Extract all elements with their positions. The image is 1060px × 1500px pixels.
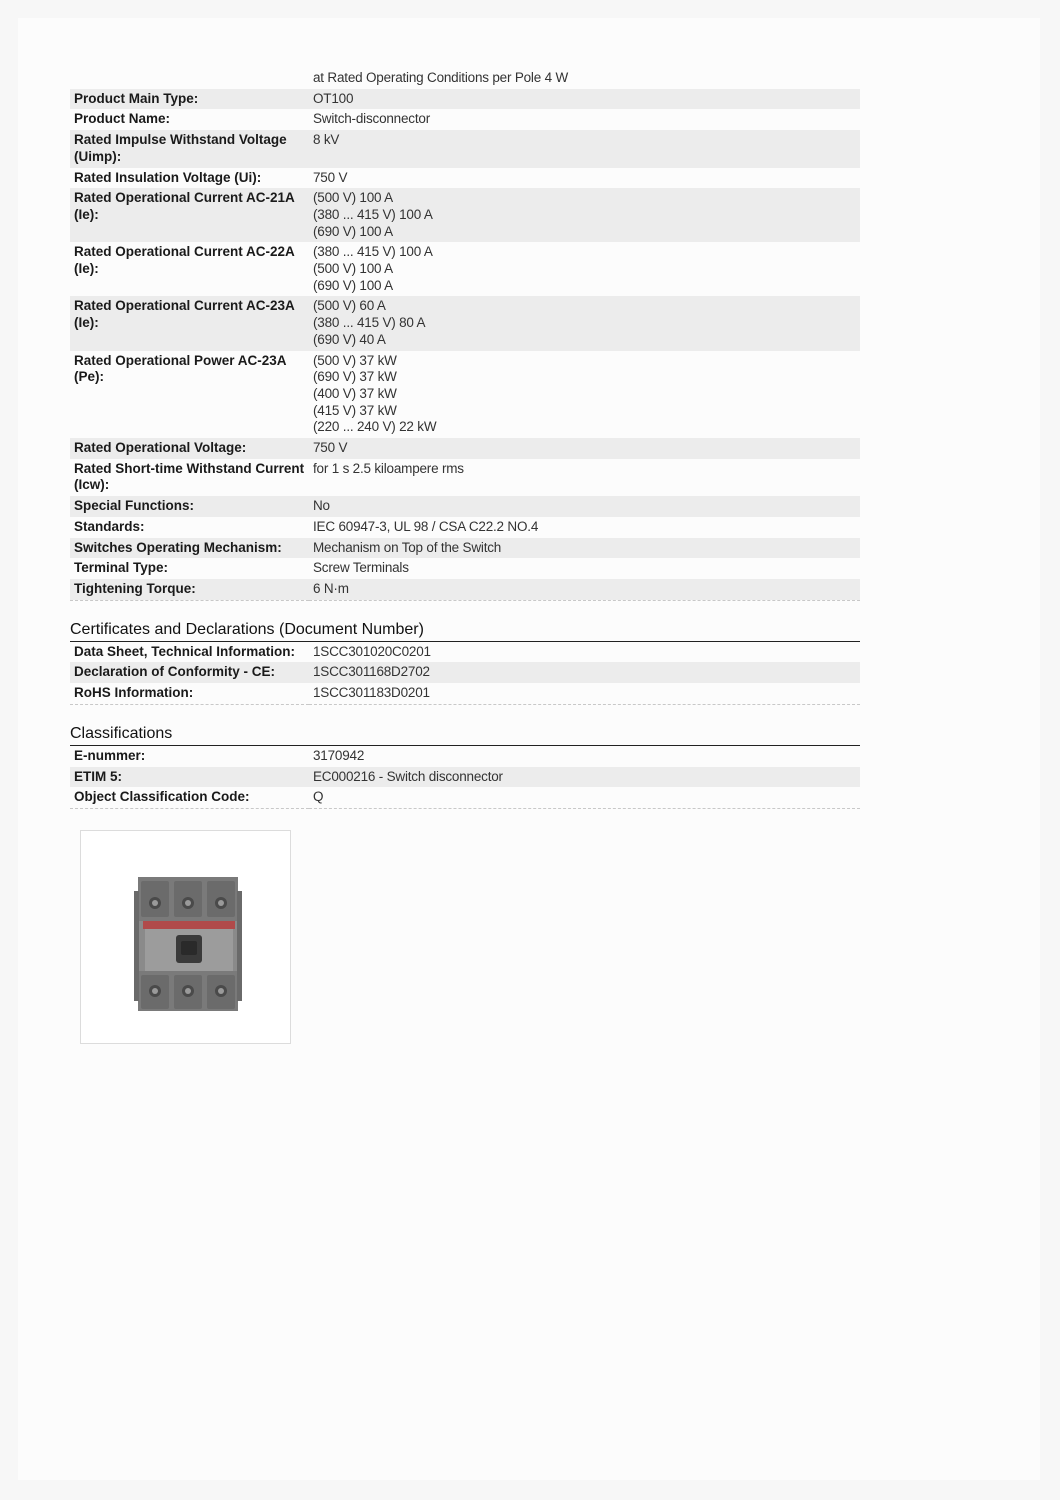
spec-label: Rated Impulse Withstand Voltage (Uimp): [70,130,309,167]
spec-value: (380 ... 415 V) 100 A [313,206,433,222]
spec-value-group [309,242,860,296]
spec-value: 8 kV [309,130,860,167]
certificate-label: Data Sheet, Technical Information: [74,643,296,659]
classification-label: ETIM 5: [70,767,309,788]
spec-row [70,459,860,496]
spec-table [70,68,860,601]
certificate-label: Declaration of Conformity - CE: [70,662,309,683]
spec-row [70,538,860,559]
spec-row [70,296,860,350]
spec-label: Standards: [74,518,145,534]
spec-row [70,188,860,242]
spec-value: (500 V) 100 A [313,261,393,277]
certificate-value: 1SCC301168D2702 [309,662,860,683]
spec-value: (500 V) 60 A [313,298,386,314]
spec-value: OT100 [309,89,860,110]
certificate-row [70,642,860,663]
certificate-label: RoHS Information: [70,683,309,704]
classification-row [70,767,860,788]
spec-value: for 1 s 2.5 kiloampere rms [313,460,464,476]
spec-value: (690 V) 37 kW [313,369,397,385]
certificate-value: 1SCC301020C0201 [313,643,431,659]
classifications-title: Classifications [70,725,860,746]
spec-label: Tightening Torque: [70,579,309,600]
spec-row [70,558,860,579]
spec-label: Rated Operational Voltage: [70,438,309,459]
spec-value-group [309,351,860,439]
spec-value: No [309,496,860,517]
spec-row [70,496,860,517]
spec-value: Screw Terminals [313,560,409,576]
spec-value: (500 V) 37 kW [313,352,397,368]
spec-label: Product Name: [74,111,171,127]
spec-value: 750 V [309,438,860,459]
spec-row [70,89,860,110]
spec-value: (400 V) 37 kW [313,385,397,401]
classifications-table [70,746,860,809]
classification-value: EC000216 - Switch disconnector [309,767,860,788]
spec-value-group [309,296,860,350]
document-page [18,18,1040,1480]
classification-value: Q [309,787,860,808]
spec-label: Rated Short-time Withstand Current (Icw): [74,460,305,493]
spec-label: Rated Operational Current AC-23A (Ie): [70,296,309,350]
spec-label: Switches Operating Mechanism: [70,538,309,559]
spec-value: (380 ... 415 V) 80 A [313,315,426,331]
spec-value: 6 N·m [309,579,860,600]
spec-label [70,68,309,89]
product-image-frame [80,830,291,1044]
spec-label: Rated Operational Power AC-23A (Pe): [74,352,287,385]
switch-disconnector-image [81,831,290,1043]
spec-row [70,68,860,89]
certificate-value: 1SCC301183D0201 [309,683,860,704]
spec-row [70,351,860,439]
spec-label: Rated Insulation Voltage (Ui): [74,169,262,185]
spec-value: (220 ... 240 V) 22 kW [313,419,437,435]
certificates-table [70,642,860,705]
classification-label: E-nummer: [74,747,146,763]
spec-label: Special Functions: [70,496,309,517]
spec-row [70,130,860,167]
spec-label: Terminal Type: [74,560,169,576]
spec-value: (690 V) 100 A [313,277,393,293]
spec-row [70,517,860,538]
spec-value: (690 V) 100 A [313,223,393,239]
classification-value: 3170942 [313,747,365,763]
classification-row [70,746,860,767]
spec-value: 750 V [313,169,348,185]
spec-value: (380 ... 415 V) 100 A [313,244,433,260]
spec-value: (690 V) 40 A [313,331,386,347]
spec-label: Rated Operational Current AC-22A (Ie): [74,244,295,277]
spec-row [70,168,860,189]
spec-value: IEC 60947-3, UL 98 / CSA C22.2 NO.4 [313,518,539,534]
spec-label: Rated Operational Current AC-21A (Ie): [70,188,309,242]
spec-value: Switch-disconnector [313,111,431,127]
spec-row [70,109,860,130]
spec-value: at Rated Operating Conditions per Pole 4 W [313,70,568,85]
spec-value: Mechanism on Top of the Switch [309,538,860,559]
certificate-row [70,683,860,704]
spec-row [70,242,860,296]
content [70,68,860,809]
spec-row [70,438,860,459]
spec-value: (415 V) 37 kW [313,402,397,418]
spec-value-group [309,188,860,242]
certificates-title: Certificates and Declarations (Document Number) [70,621,860,642]
classification-row [70,787,860,808]
certificate-row [70,662,860,683]
classification-label: Object Classification Code: [70,787,309,808]
spec-value: (500 V) 100 A [313,190,393,206]
spec-row [70,579,860,600]
spec-label: Product Main Type: [70,89,309,110]
